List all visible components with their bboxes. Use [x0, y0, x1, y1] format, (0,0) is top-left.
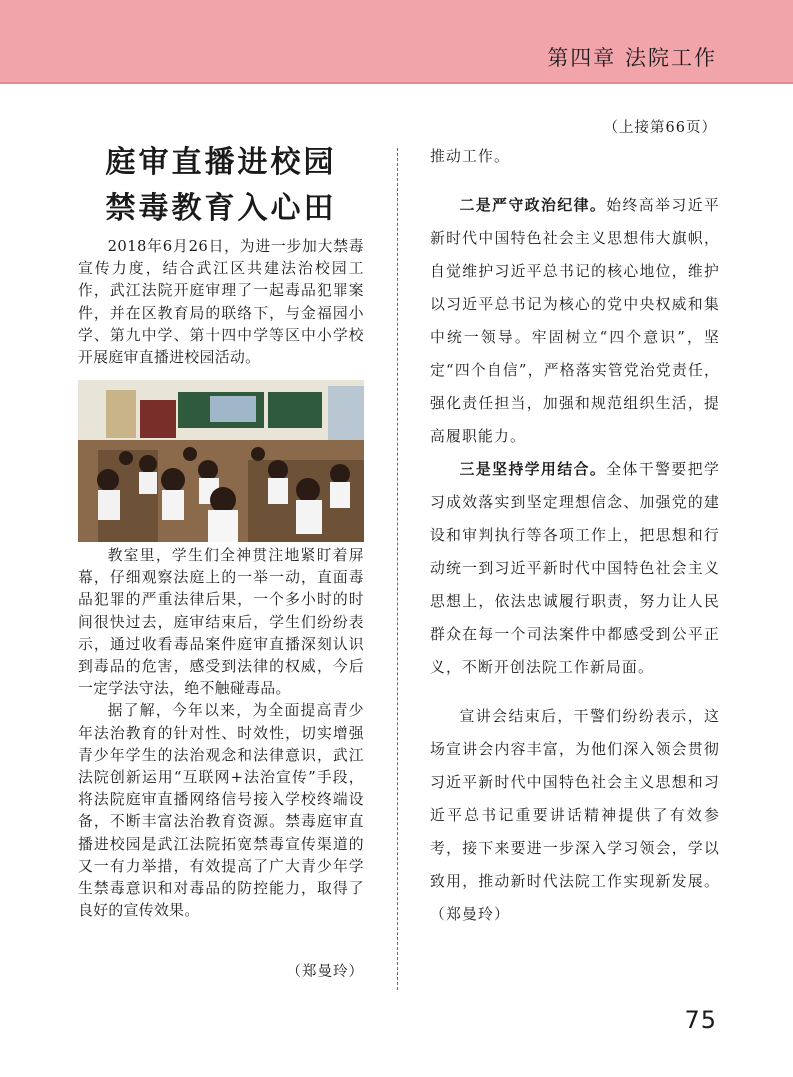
- continued-paragraph: 推动工作。: [430, 148, 510, 165]
- article-title: [80, 140, 362, 232]
- closing-paragraph: 宣讲会结束后，干警们纷纷表示，这场宣讲会内容丰富，为他们深入领会贯彻习近平新时代中国特色社会主义思想和习近平总书记重要讲话精神提供了有效参考，接下来要进一步深入学习领会，学以致用，推动新时代法院工作实现新发展。（郑曼玲）: [430, 708, 720, 923]
- article-byline: （郑曼玲）: [286, 964, 364, 980]
- column-divider: [397, 148, 398, 990]
- header-band: [0, 0, 793, 84]
- point-three-paragraph: [430, 453, 720, 684]
- right-column: [430, 140, 720, 931]
- article-paragraph: 据了解，今年以来，为全面提高青少年法治教育的针对性、时效性，切实增强青少年学生的法治观念和法律意识，武江法院创新运用“互联网+法治宣传”手段，将法院庭审直播网络信号接入学校终端设备，不断丰富法治教育资源。禁毒庭审直播进校园是武江法院拓宽禁毒宣传渠道的又一有力举措，有效提高了广大青少年学生禁毒意识和对毒品的防控能力，取得了良好的宣传效果。: [78, 702, 364, 920]
- paragraph-gap: [430, 684, 720, 700]
- article-title-line1: 庭审直播进校园: [105, 145, 337, 180]
- point-three-body: 全体干警要把学习成效落实到坚定理想信念、加强党的建设和审判执行等各项工作上，把思想和行动统一到习近平新时代中国特色社会主义思想上，依法忠诚履行职责，努力让人民群众在每一个司法案件中都感受到公平正义，不断开创法院工作新局面。: [430, 461, 720, 676]
- point-two-body: 始终高举习近平新时代中国特色社会主义思想伟大旗帜，自觉维护习近平总书记的核心地位，维护以习近平总书记为核心的党中央权威和集中统一领导。牢固树立“四个意识”，坚定“四个自信”，严格落实管党治党责任，强化责任担当，加强和规范组织生活，提高履职能力。: [430, 197, 720, 445]
- classroom-photo: [78, 380, 364, 542]
- point-three-lead: 三是坚持学用结合。: [459, 461, 607, 478]
- continued-note: （上接第66页）: [603, 120, 717, 136]
- article-paragraph: 2018年6月26日，为进一步加大禁毒宣传力度，结合武江区共建法治校园工作，武江法院开庭审理了一起毒品犯罪案件，并在区教育局的联络下，与金福园小学、第九中学、第十四中学等区中小学校开展庭审直播进校园活动。: [78, 238, 364, 367]
- article-title-line2: 禁毒教育入心田: [105, 191, 337, 226]
- article-intro: [78, 236, 364, 369]
- article-paragraph: 教室里，学生们全神贯注地紧盯着屏幕，仔细观察法庭上的一举一动，直面毒品犯罪的严重法律后果，一个多小时的时间很快过去，庭审结束后，学生们纷纷表示，通过收看毒品案件庭审直播深刻认识到毒品的危害，感受到法律的权威，今后一定学法守法，绝不触碰毒品。: [78, 547, 364, 698]
- article-body: [78, 545, 364, 922]
- page-number: 75: [684, 1006, 717, 1034]
- chapter-title: 第四章 法院工作: [547, 46, 717, 70]
- point-two-lead: 二是严守政治纪律。: [459, 197, 607, 214]
- paragraph-gap: [430, 173, 720, 189]
- point-two-paragraph: [430, 189, 720, 453]
